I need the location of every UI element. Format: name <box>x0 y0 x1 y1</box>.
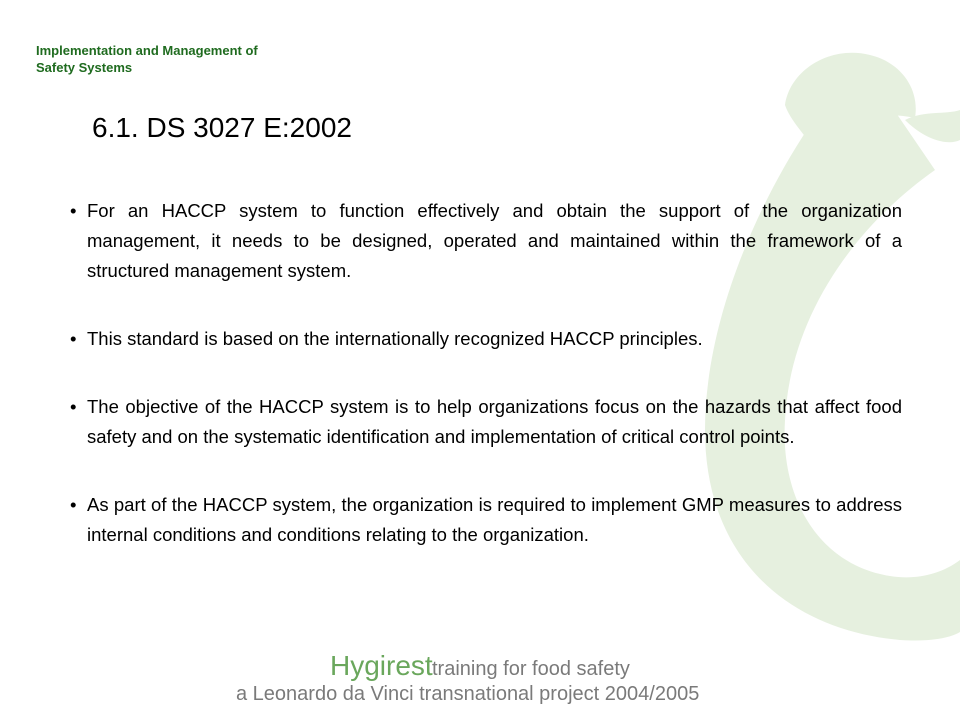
bullet-mark: • <box>70 328 77 349</box>
bullet-item <box>70 392 902 452</box>
header-title <box>36 42 336 76</box>
header-title-line2: Safety Systems <box>36 60 133 75</box>
bullet-item <box>70 196 902 286</box>
bullet-item <box>70 490 902 550</box>
slide-title: 6.1. DS 3027 E:2002 <box>92 112 352 143</box>
footer-project: a Leonardo da Vinci transnational project 2004/2005 <box>236 683 700 705</box>
bullet-text: The objective of the HACCP system is to help organizations focus on the hazards that affect food safety and on the systematic identification and implementation of critical control points. <box>87 396 902 447</box>
bullet-list <box>70 196 902 588</box>
bullet-text: For an HACCP system to function effectively and obtain the support of the organization management, it needs to be designed, operated and maintained within the framework of a structured management system. <box>87 200 902 281</box>
bullet-mark: • <box>70 494 77 515</box>
footer-tagline: training for food safety <box>432 658 630 680</box>
bullet-mark: • <box>70 200 77 221</box>
bullet-text: This standard is based on the internationally recognized HACCP principles. <box>87 328 703 349</box>
bullet-mark: • <box>70 396 77 417</box>
bullet-item <box>70 324 902 354</box>
bullet-text: As part of the HACCP system, the organization is required to implement GMP measures to address internal conditions and conditions relating to the organization. <box>87 494 902 545</box>
footer-brand: Hygirest <box>330 650 433 681</box>
header-title-line1: Implementation and Management of <box>36 43 258 58</box>
